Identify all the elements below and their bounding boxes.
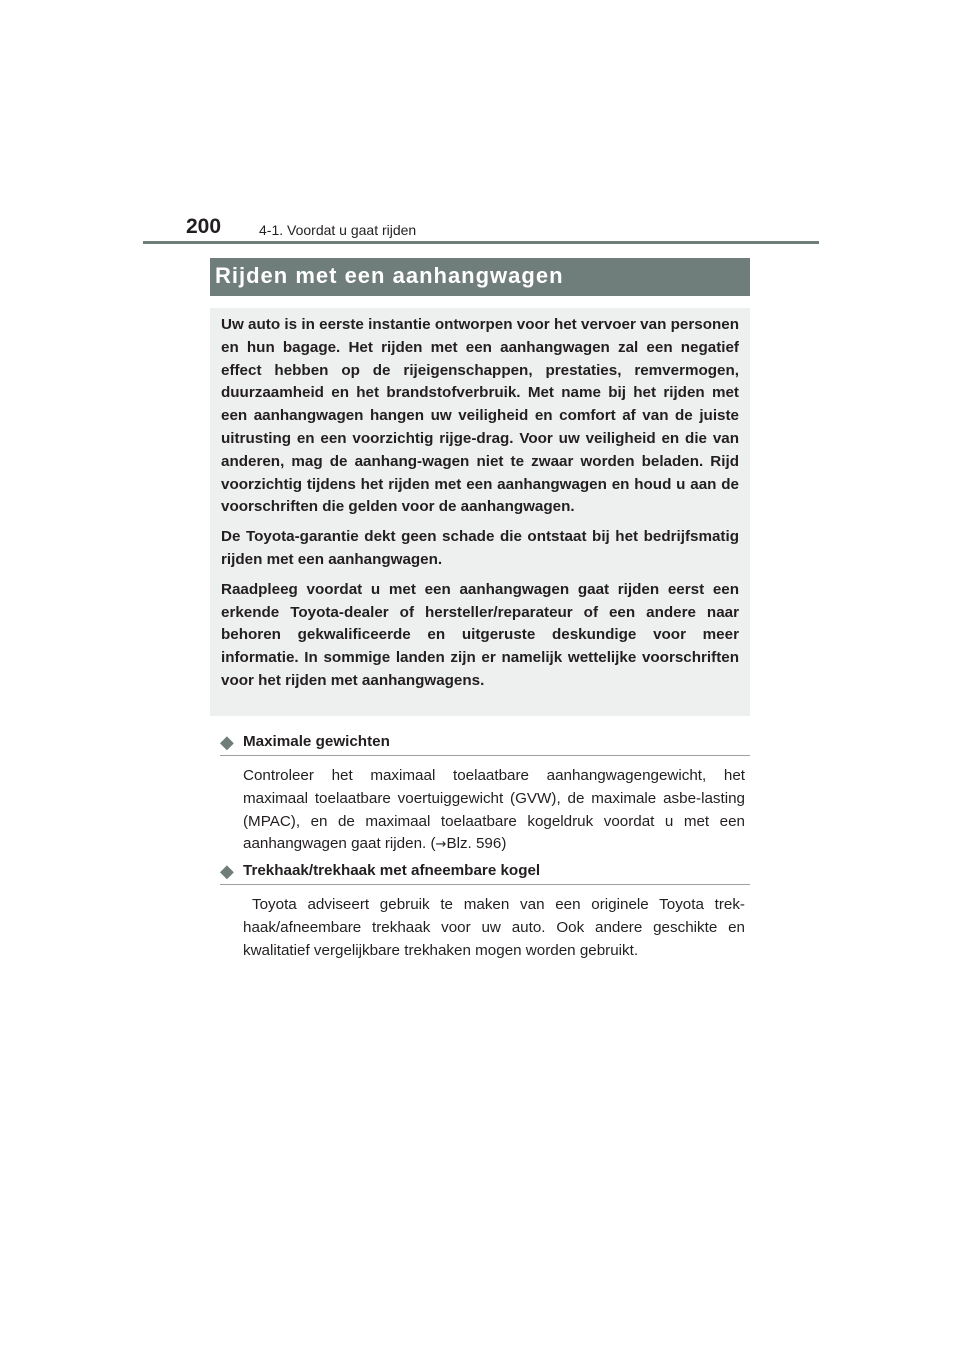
diamond-bullet-icon: ◆ bbox=[220, 732, 234, 752]
title-banner bbox=[210, 258, 750, 296]
intro-paragraph: Uw auto is in eerste instantie ontworpen voor het vervoer van personen en hun bagage. Het rijden met een aanhangwagen zal een negatief effect hebben op de rijeigenschappen, prestaties, remvermogen, duurzaamheid en het brandstofverbruik. Met name bij het rijden met een aanhangwagen hangen uw veiligheid en comfort af van de juiste uitrusting en een voorzichtig rijge-drag. Voor uw veiligheid en die van anderen, mag de aanhang-wagen niet te zwaar worden beladen. Rijd voorzichtig tijdens het rijden met een aanhangwagen en houd u aan de voorschriften die gelden voor de aanhangwagen. bbox=[221, 316, 739, 516]
page-reference-link[interactable]: Blz. 596 bbox=[446, 835, 502, 853]
header-divider bbox=[143, 241, 819, 244]
section-body-maximale-gewichten bbox=[243, 765, 745, 857]
page-header bbox=[0, 0, 960, 248]
section-heading-maximale-gewichten bbox=[220, 731, 750, 756]
intro-paragraph: De Toyota-garantie dekt geen schade die ontstaat bij het bedrijfsmatig rijden met een aanhangwagen. bbox=[221, 528, 739, 568]
page-number: 200 bbox=[186, 215, 222, 238]
body-text: ) bbox=[501, 835, 507, 853]
body-text: Controleer het maximaal toelaatbare aanhangwagengewicht, het maximaal toelaatbare voertuiggewicht (GVW), de maximale asbe-lasting (MPAC), en de maximaal toelaatbare kogeldruk voordat u met een aanhangwagen gaat rijden. ( bbox=[243, 767, 745, 853]
diamond-bullet-icon: ◆ bbox=[220, 861, 234, 881]
section-label: 4-1. Voordat u gaat rijden bbox=[259, 222, 417, 238]
page-title: Rijden met een aanhangwagen bbox=[215, 263, 564, 288]
section-body-trekhaak: Toyota adviseert gebruik te maken van een originele Toyota trek-haak/afneembare trekhaak voor uw auto. Ook andere geschikte en kwalitatief vergelijkbare trekhaken mogen worden gebruikt. bbox=[243, 896, 745, 959]
arrow-right-icon: → bbox=[435, 837, 447, 853]
section-heading-label: Trekhaak/trekhaak met afneembare kogel bbox=[243, 862, 541, 879]
section-heading-label: Maximale gewichten bbox=[243, 733, 390, 750]
section-heading-trekhaak bbox=[220, 860, 750, 885]
intro-box bbox=[210, 308, 750, 716]
intro-paragraph: Raadpleeg voordat u met een aanhangwagen gaat rijden eerst een erkende Toyota-dealer of hersteller/reparateur of een andere naar behoren gekwalificeerde en uitgeruste deskundige voor meer informatie. In sommige landen zijn er namelijk wettelijke voorschriften voor het rijden met aanhangwagens. bbox=[221, 580, 739, 689]
